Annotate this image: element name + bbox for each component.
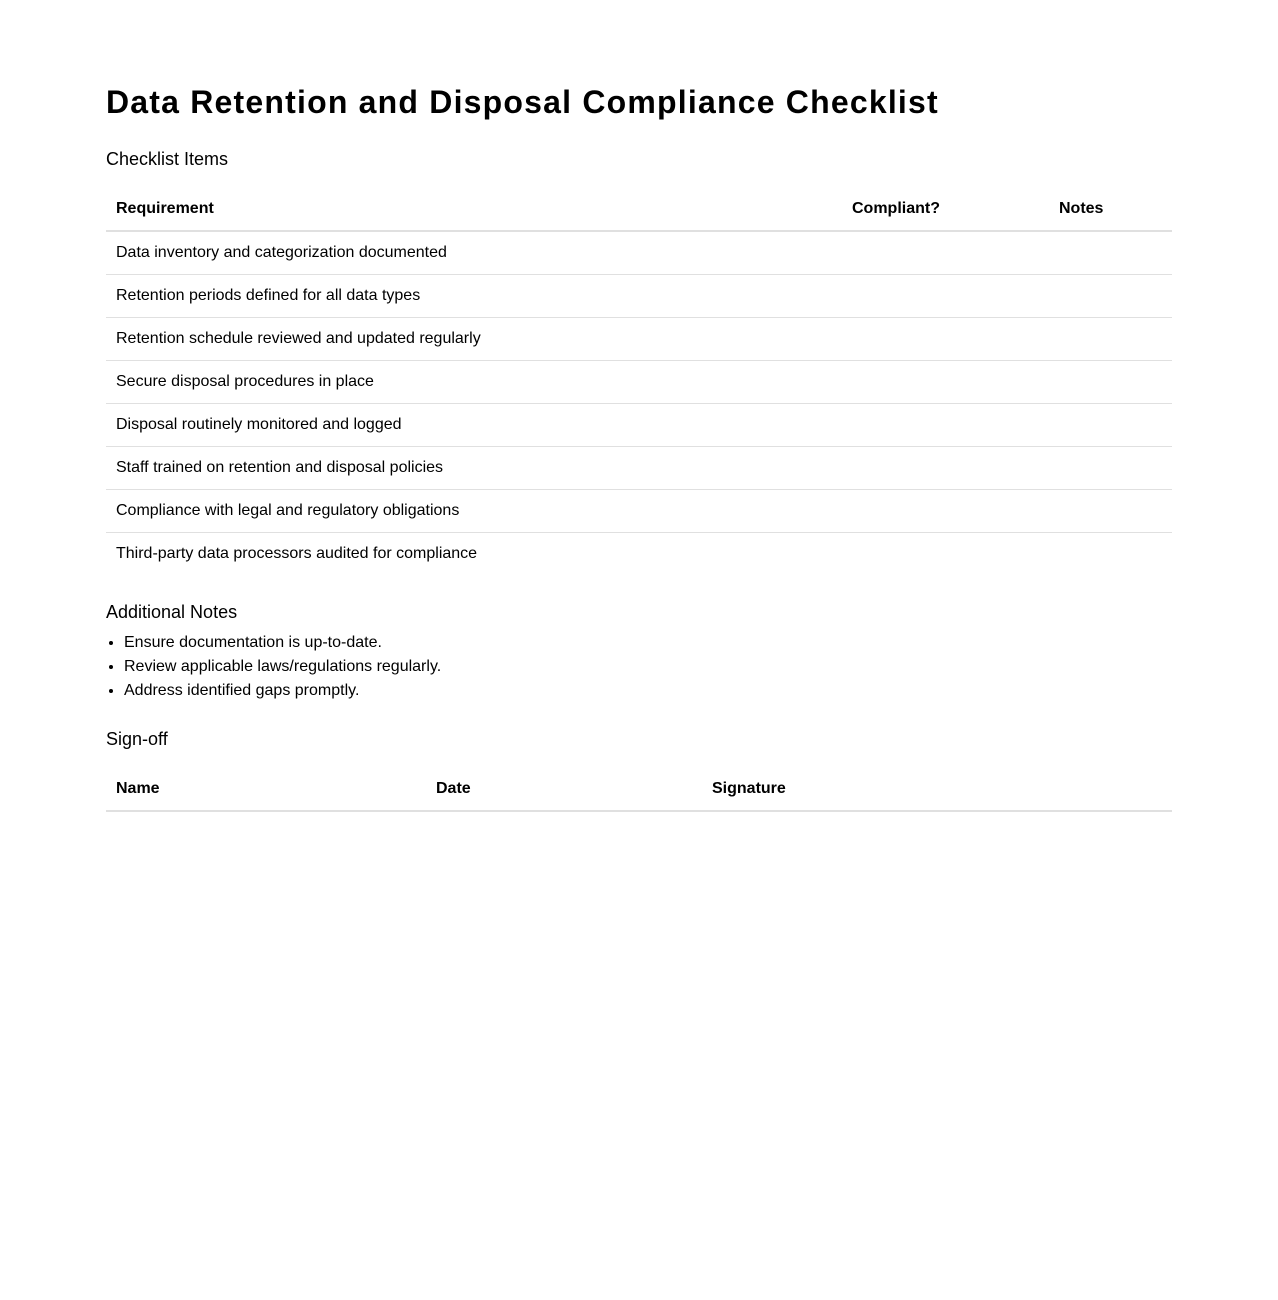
- page-title: Data Retention and Disposal Compliance Checklist: [106, 84, 939, 120]
- notes-cell[interactable]: [1049, 318, 1172, 361]
- table-row: [106, 318, 1172, 361]
- compliant-cell[interactable]: [842, 361, 1049, 404]
- requirement-cell: Secure disposal procedures in place: [106, 361, 842, 404]
- requirement-cell: Disposal routinely monitored and logged: [106, 404, 842, 447]
- column-header-notes: Notes: [1049, 187, 1172, 231]
- list-item: • Review applicable laws/regulations regularly.: [124, 655, 441, 679]
- notes-cell[interactable]: [1049, 275, 1172, 318]
- notes-cell[interactable]: [1049, 361, 1172, 404]
- requirement-cell: Retention schedule reviewed and updated regularly: [106, 318, 842, 361]
- compliant-cell[interactable]: [842, 490, 1049, 533]
- notes-cell[interactable]: [1049, 404, 1172, 447]
- list-item: • Ensure documentation is up-to-date.: [124, 631, 441, 655]
- column-header-requirement: Requirement: [106, 187, 842, 231]
- table-row: [106, 404, 1172, 447]
- notes-cell[interactable]: [1049, 490, 1172, 533]
- compliant-cell[interactable]: [842, 404, 1049, 447]
- column-header-name: Name: [106, 767, 426, 811]
- compliant-cell[interactable]: [842, 275, 1049, 318]
- column-header-compliant: Compliant?: [842, 187, 1049, 231]
- requirement-cell: Data inventory and categorization documented: [106, 231, 842, 275]
- checklist-heading: Checklist Items: [106, 149, 229, 169]
- signoff-header-row: [106, 767, 1172, 811]
- column-header-date: Date: [426, 767, 702, 811]
- requirement-cell: Staff trained on retention and disposal policies: [106, 447, 842, 490]
- notes-cell[interactable]: [1049, 533, 1172, 576]
- compliant-cell[interactable]: [842, 533, 1049, 576]
- requirement-cell: Third-party data processors audited for compliance: [116, 545, 478, 562]
- table-row: [106, 447, 1172, 490]
- column-header-signature: Signature: [702, 767, 1172, 811]
- compliant-cell[interactable]: [842, 318, 1049, 361]
- table-row: [106, 533, 1172, 576]
- table-row: [106, 231, 1172, 275]
- additional-notes-heading: Additional Notes: [106, 602, 238, 622]
- table-row: [106, 361, 1172, 404]
- checklist-table: [106, 187, 1172, 575]
- notes-list: [106, 631, 441, 703]
- table-row: [106, 275, 1172, 318]
- signoff-table: [106, 767, 1172, 812]
- signoff-heading: Sign-off: [106, 729, 168, 749]
- checklist-header-row: [106, 187, 1172, 231]
- notes-cell[interactable]: [1049, 447, 1172, 490]
- requirement-cell: Compliance with legal and regulatory obligations: [106, 490, 842, 533]
- table-row: [106, 490, 1172, 533]
- requirement-cell: Retention periods defined for all data types: [106, 275, 842, 318]
- notes-cell[interactable]: [1049, 231, 1172, 275]
- compliant-cell[interactable]: [842, 447, 1049, 490]
- list-item: • Address identified gaps promptly.: [124, 679, 441, 703]
- compliant-cell[interactable]: [842, 231, 1049, 275]
